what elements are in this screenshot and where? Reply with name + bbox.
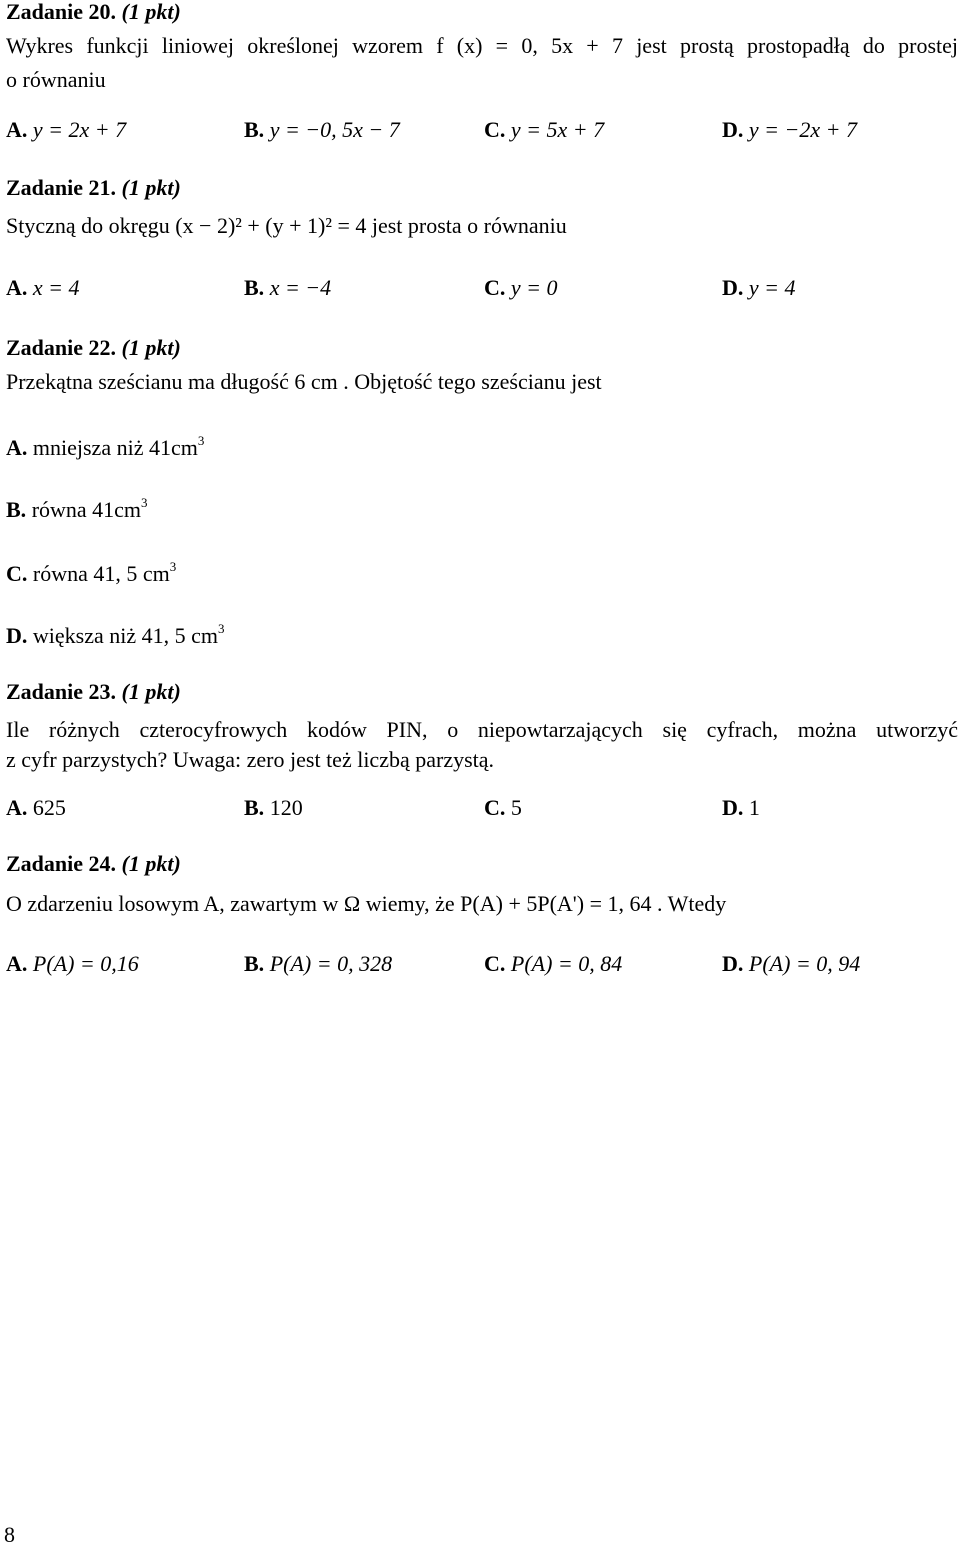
task-24-option-a: A. P(A) = 0,16 [6, 951, 139, 976]
task-title: Zadanie 20. [6, 0, 122, 24]
task-22-option-a: A. mniejsza niż $41cm^3$ [6, 433, 205, 460]
task-points: (1 pkt) [121, 679, 181, 704]
task-points: (1 pkt) [121, 335, 181, 360]
task-22-line-1: Przekątna sześcianu ma długość 6 cm . Objętość tego sześcianu jest [6, 369, 602, 394]
task-points: (1 pkt) [121, 0, 181, 24]
task-22-header [6, 334, 181, 362]
task-title: Zadanie 24. [6, 851, 122, 876]
task-21-option-d: D. y = 4 [722, 275, 796, 300]
task-23-line-1: Ile różnych czterocyfrowych kodów PIN, o niepowtarzających się cyfrach, można utworzyć [6, 717, 958, 742]
task-24-header [6, 850, 181, 878]
task-23-line-2: z cyfr parzystych? Uwaga: zero jest też liczbą parzystą. [6, 747, 495, 772]
task-23-option-c: C. 5 [484, 795, 522, 820]
task-24-option-d: D. P(A) = 0, 94 [722, 951, 861, 976]
task-20-option-d: D. y = −2x + 7 [722, 117, 857, 142]
task-title: Zadanie 22. [6, 335, 122, 360]
task-23-option-d: D. 1 [722, 795, 760, 820]
task-21-line-1: Styczną do okręgu (x − 2)² + (y + 1)² = 4 jest prosta o równaniu [6, 213, 567, 238]
task-21-header [6, 174, 181, 202]
task-20-option-a: A. y = 2x + 7 [6, 117, 127, 142]
task-21-option-b: B. x = −4 [244, 275, 332, 300]
task-23-option-a: A. 625 [6, 795, 66, 820]
task-20-option-c: C. y = 5x + 7 [484, 117, 605, 142]
task-points: (1 pkt) [121, 175, 181, 200]
task-24-option-b: B. P(A) = 0, 328 [244, 951, 393, 976]
task-23-header [6, 678, 181, 706]
task-22-option-c: C. równa 41, 5 $cm^3$ [6, 559, 177, 586]
task-20-line-1: Wykres funkcji liniowej określonej wzorem f (x) = 0, 5x + 7 jest prostą prostopadłą do prostej [6, 33, 958, 58]
task-20-line-2: o równaniu [6, 67, 106, 92]
task-21-option-c: C. y = 0 [484, 275, 558, 300]
task-21-option-a: A. x = 4 [6, 275, 80, 300]
task-title: Zadanie 23. [6, 679, 122, 704]
task-22-option-b: B. równa $41cm^3$ [6, 495, 148, 522]
task-points: (1 pkt) [121, 851, 181, 876]
task-22-option-d: D. większa niż 41, 5 $cm^3$ [6, 621, 225, 648]
task-24-line-1: O zdarzeniu losowym A, zawartym w Ω wiemy, że P(A) + 5P(A') = 1, 64 . Wtedy [6, 891, 727, 916]
task-20-header [6, 0, 181, 26]
task-title: Zadanie 21. [6, 175, 122, 200]
task-20-option-b: B. y = −0, 5x − 7 [244, 117, 400, 142]
task-24-option-c: C. P(A) = 0, 84 [484, 951, 623, 976]
page-number: 8 [4, 1522, 15, 1547]
task-23-option-b: B. 120 [244, 795, 303, 820]
